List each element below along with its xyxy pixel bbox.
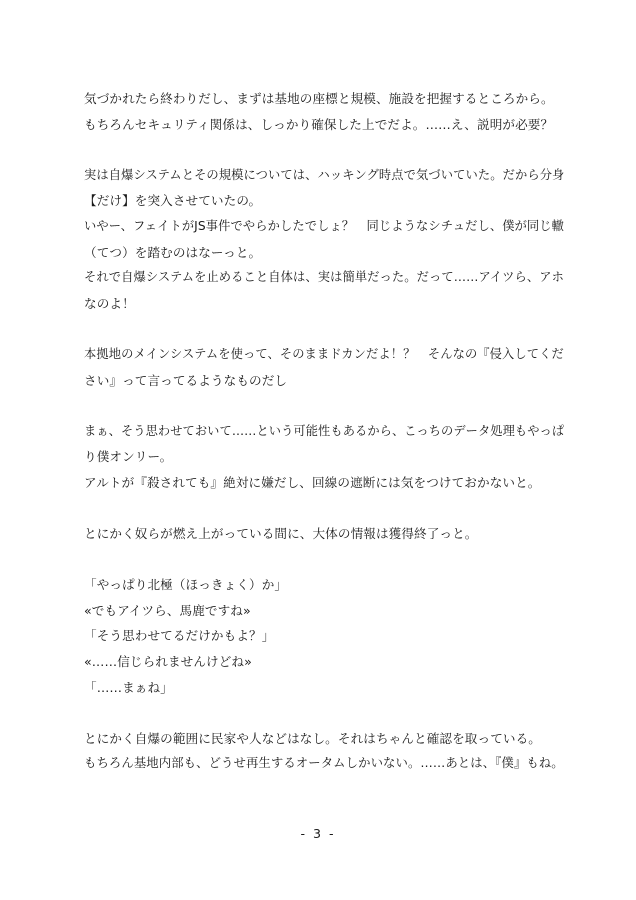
text-line: それで自爆システムを止めること自体は、実は簡単だった。だって……アイツら、アホ: [84, 270, 564, 285]
text-line: 実は自爆システムとその規模については、ハッキング時点で気づいていた。だから分身: [84, 167, 565, 182]
text-line: （てつ）を踏むのはなーっと。: [84, 244, 262, 260]
body-text: [84, 86, 564, 777]
text-line: なのよ！: [84, 295, 135, 311]
text-line: 「……まぁね」: [84, 679, 173, 695]
blank-line: [84, 496, 564, 522]
text-line: とにかく奴らが燃え上がっている間に、大体の情報は獲得終了っと。: [84, 526, 478, 542]
text-line: もちろん基地内部も、どうせ再生するオータムしかいない。……あとは、『僕』もね。: [84, 756, 564, 771]
text-line: 本拠地のメインシステムを使って、そのままドカンだよ！？ そんなの『侵入してくだ: [84, 346, 564, 361]
blank-line: [84, 137, 564, 163]
text-line: いやー、フェイトがJS事件でやらかしたでしょ？ 同じようなシチュだし、僕が同じ轍: [84, 218, 565, 233]
blank-line: [84, 700, 564, 726]
text-line: アルトが『殺されても』絶対に嫌だし、回線の遮断には気をつけておかないと。: [84, 474, 541, 490]
text-line: «……信じられませんけどね»: [84, 654, 252, 670]
page-number: - 3 -: [300, 826, 336, 841]
text-line: 気づかれたら終わりだし、まずは基地の座標と規模、施設を把握するところから。: [84, 91, 554, 106]
blank-line: [84, 316, 564, 342]
text-line: 【だけ】を突入させていたの。: [84, 193, 262, 209]
text-line: まぁ、そう思わせておいて……という可能性もあるから、こっちのデータ処理もやっぱ: [84, 423, 565, 438]
text-line: «でもアイツら、馬鹿ですね»: [84, 602, 251, 618]
text-line: さい』って言ってるようなものだし: [84, 372, 288, 388]
text-line: もちろんセキュリティ関係は、しっかり確保した上でだよ。……え、説明が必要？: [84, 116, 554, 132]
text-line: 「そう思わせてるだけかもよ？」: [84, 628, 275, 644]
text-line: とにかく自爆の範囲に民家や人などはなし。それはちゃんと確認を取っている。: [84, 730, 541, 746]
text-line: 「やっぱり北極（ほっきょく）か」: [84, 577, 288, 593]
blank-line: [84, 393, 564, 419]
text-line: り僕オンリー。: [84, 449, 173, 465]
blank-line: [84, 547, 564, 573]
